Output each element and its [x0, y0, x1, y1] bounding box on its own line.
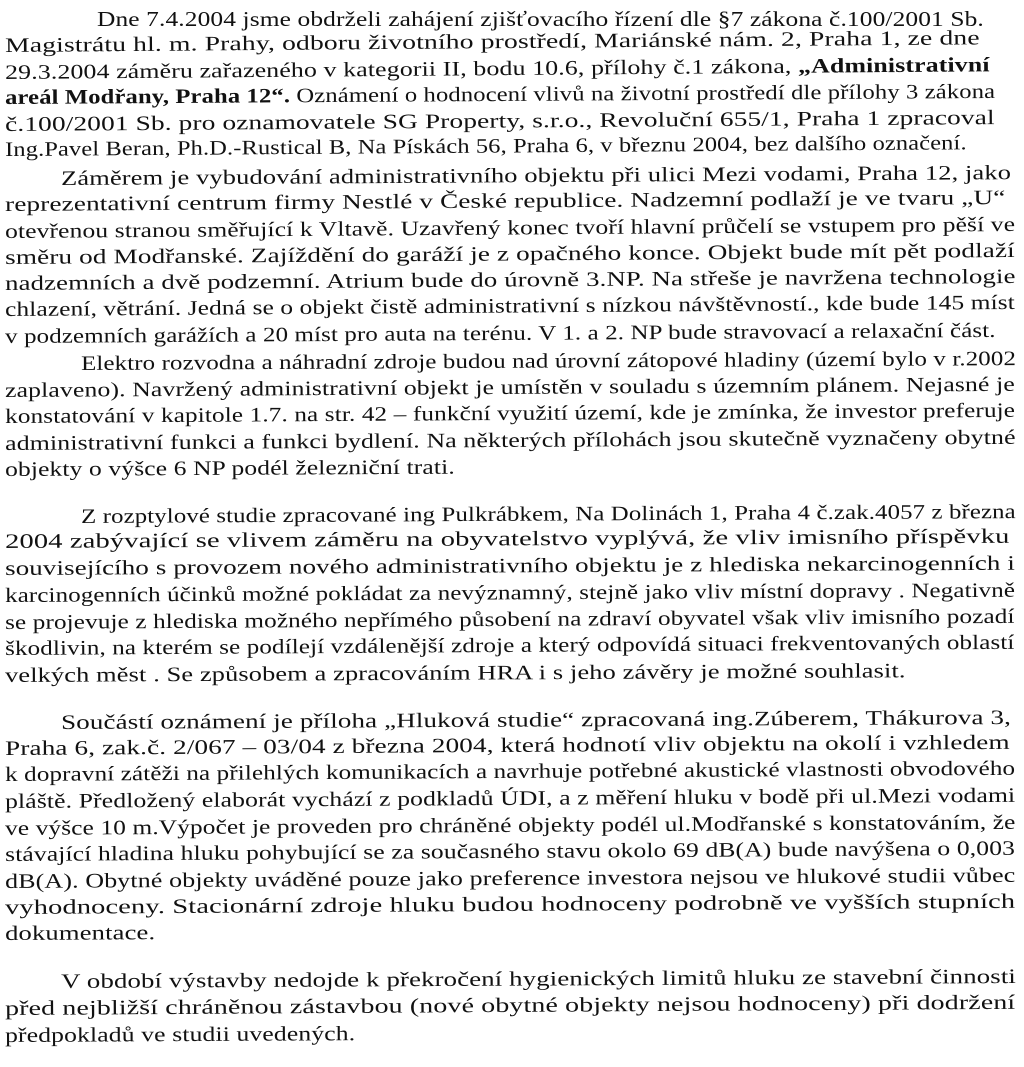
text-line: škodlivin, na kterém se podílejí vzdálenější zdroje a který odpovídá situaci frekventovaných oblastí — [5, 631, 1015, 660]
text-line: Součástí oznámení je příloha „Hluková studie“ zpracovaná ing.Zúberem, Thákurova 3, — [61, 707, 1011, 734]
text-line: před nejbližší chráněnou zástavbou (nové obytné objekty nejsou hodnoceny) při dodržení — [5, 991, 1016, 1020]
text-line: 29.3.2004 záměru zařazeného v kategorii II, bodu 10.6, přílohy č.1 zákona, „Administrativní — [5, 54, 990, 84]
text-line: 2004 zabývající se vlivem záměru na obyvatelstvo vyplývá, že vliv imisního příspěvku — [5, 525, 1010, 553]
text-line: v podzemních garážích a 20 míst pro auta na terénu. V 1. a 2. NP bude stravovací a relaxační část. — [5, 319, 996, 348]
text-line: administrativní funkci a funkci bydlení. Na některých přílohách jsou skutečně vyznačeny obytné — [5, 426, 1016, 455]
text-line: se projevuje z hlediska možného nepřímého působení na zdraví obyvatel však vliv imisního pozadí — [5, 605, 1015, 634]
text-line: Magistrátu hl. m. Prahy, odboru životního prostředí, Mariánské nám. 2, Praha 1, ze dne — [5, 27, 980, 57]
text-line: stávající hladina hluku pohybující se za současného stavu okolo 69 dB(A) bude navýšena o 0,003 — [5, 837, 1016, 866]
text-line: Záměrem je vybudování administrativního objektu při ulici Mezi vodami, Praha 12, jako — [61, 162, 1012, 190]
text-line: nadzemních a dvě podzemní. Atrium bude do úrovně 3.NP. Na střeše je navržena technologie — [5, 265, 1016, 295]
text-line: V období výstavby nedojde k překročení hygienických limitů hluku ze stavební činnosti — [61, 966, 1016, 993]
text-line: souvisejícího s provozem nového administrativního objektu je z hlediska nekarcinogenních i — [5, 552, 1016, 580]
text-line: předpokladů ve studii uvedených. — [5, 1023, 356, 1047]
text-line: otevřenou stranou směřující k Vltavě. Uzavřený konec tvoří hlavní průčelí se vstupem pro pěší ve — [5, 213, 1016, 243]
text-line: dB(A). Obytné objekty uváděné pouze jako preference investora nejsou ve hlukové studii vůbec — [5, 864, 1016, 893]
text-line: reprezentativní centrum firmy Nestlé v České republice. Nadzemní podlaží je ve tvaru „U“ — [5, 187, 1006, 216]
text-line: objekty o výšce 6 NP podél železniční trati. — [5, 456, 455, 481]
text-line: areál Modřany, Praha 12“. Oznámení o hodnocení vlivů na životní prostředí dle přílohy 3 zákona — [5, 80, 996, 109]
text-line: zaplaveno). Navržený administrativní objekt je umístěn v souladu s územním plánem. Nejasné je — [5, 373, 1015, 402]
text-line: k dopravní zátěži na přilehlých komunikacích a navrhuje potřebné akustické vlastnosti obvodového — [5, 757, 1016, 786]
text-line: velkých měst . Se způsobem a zpracováním HRA i s jeho závěry je možné souhlasit. — [5, 660, 906, 687]
text-line: dokumentace. — [5, 922, 156, 945]
text-line: karcinogenních účinků možné pokládat za nevýznamný, stejně jako vliv místní dopravy . Negativně — [5, 579, 1016, 607]
text-line: konstatování v kapitole 1.7. na str. 42 – funkční využití území, kde je zmínka, že investor preferuje — [5, 399, 1016, 428]
text-line: č.100/2001 Sb. pro oznamovatele SG Property, s.r.o., Revoluční 655/1, Praha 1 zpracoval — [5, 107, 995, 136]
text-line: Z rozptylové studie zpracované ing Pulkrábkem, Na Dolinách 1, Praha 4 č.zak.4057 z března — [81, 501, 1016, 528]
text-line: chlazení, větrání. Jedná se o objekt čistě administrativní s nízkou návštěvností., kde bude 145 míst — [5, 291, 1015, 321]
text-line: vyhodnoceny. Stacionární zdroje hluku budou hodnoceny podrobně ve vyšších stupních — [5, 890, 1016, 919]
text-line: Elektro rozvodna a náhradní zdroje budou nad úrovní zátopové hladiny (území bylo v r.2002 — [81, 348, 1017, 375]
text-line: Praha 6, zak.č. 2/067 – 03/04 z března 2004, která hodnotí vliv objektu na okolí i vzhledem — [5, 731, 1010, 760]
text-line: směru od Modřanské. Zajíždění do garáží je z opačného konce. Objekt bude mít pět podlaží — [5, 239, 1015, 269]
text-line: Dne 7.4.2004 jsme obdrželi zahájení zjišťovacího řízení dle §7 zákona č.100/2001 Sb. — [97, 9, 984, 31]
text-line: Ing.Pavel Beran, Ph.D.-Rustical B, Na Pískách 56, Praha 6, v březnu 2004, bez dalšího označení. — [5, 132, 967, 161]
text-line: pláště. Předložený elaborát vychází z podkladů ÚDI, a z měření hluku v bodě při ul.Mezi vodami — [5, 784, 1016, 813]
text-line: ve výšce 10 m.Výpočet je proveden pro chráněné objekty podél ul.Modřanské s konstatováním, že — [5, 811, 1016, 840]
